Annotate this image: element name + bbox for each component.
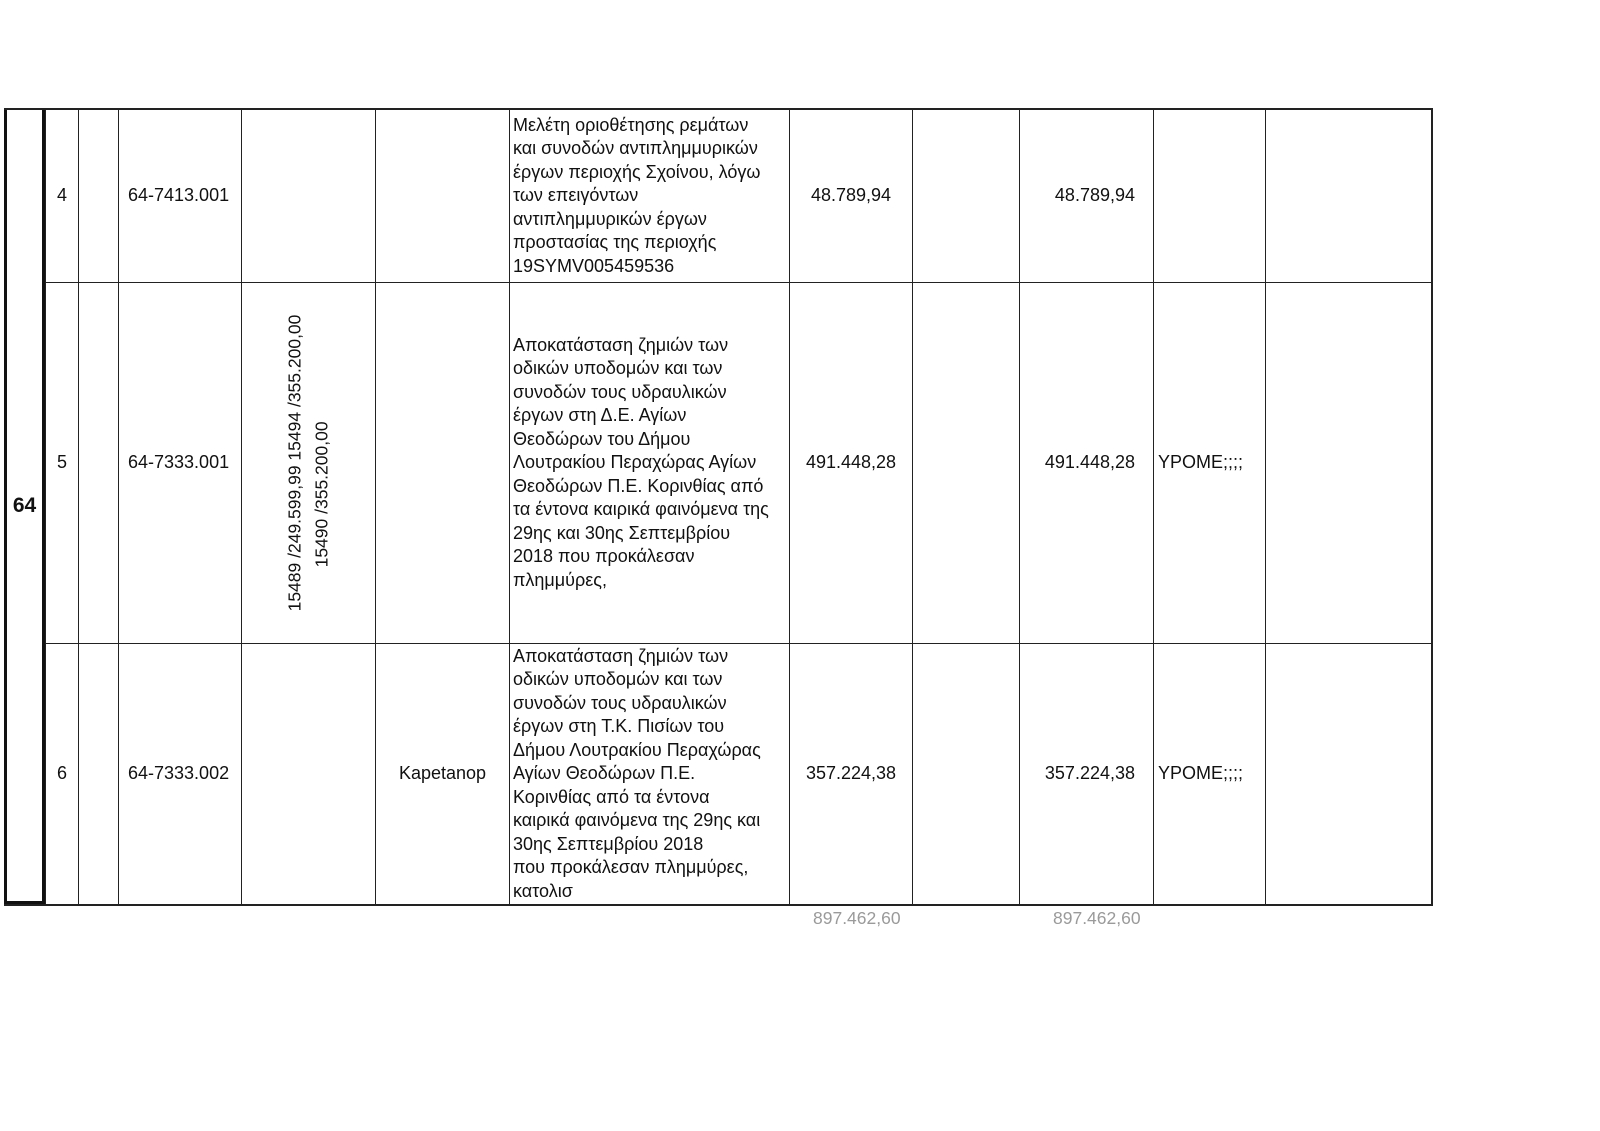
description-line: Λουτρακίου Περαχώρας Αγίων <box>513 452 757 473</box>
description-line: 29ης και 30ης Σεπτεμβρίου <box>513 522 731 543</box>
description-line: 2018 που προκάλεσαν <box>513 546 695 567</box>
amount-cell: 357.224,38 <box>789 643 912 904</box>
empty-cell <box>78 643 118 904</box>
description-line: καιρικά φαινόμενα της 29ης και <box>513 810 761 831</box>
group-label: 64 <box>4 110 45 904</box>
description-line: των επειγόντων <box>513 185 639 206</box>
empty-cell <box>912 282 1019 643</box>
refs-cell <box>241 643 375 904</box>
amount-cell: 48.789,94 <box>789 110 912 282</box>
description-cell <box>509 282 789 643</box>
description-line: οδικών υποδομών και των <box>513 669 723 690</box>
empty-cell <box>1265 110 1431 282</box>
description-line: συνοδών τους υδραυλικών <box>513 692 727 713</box>
description-line: τα έντονα καιρικά φαινόμενα της <box>513 499 769 520</box>
empty-cell <box>912 110 1019 282</box>
description-cell <box>509 643 789 904</box>
total-amount: 897.462,60 <box>813 908 901 928</box>
description-line: αντιπλημμυρικών έργων <box>513 208 707 229</box>
description-line: Θεοδώρων Π.Ε. Κορινθίας από <box>513 475 764 496</box>
ref-line: 15489 /249.599,99 15494 /355.200,00 <box>284 314 305 612</box>
empty-cell <box>1265 282 1431 643</box>
empty-cell <box>78 282 118 643</box>
description-line: Αποκατάσταση ζημιών των <box>513 334 729 355</box>
description-line: Θεοδώρων του Δήμου <box>513 428 691 449</box>
description-line: έργων περιοχής Σχοίνου, λόγω <box>513 161 761 182</box>
account-code: 64-7333.002 <box>118 643 241 904</box>
description-line: Μελέτη οριοθέτησης ρεμάτων <box>513 114 749 135</box>
status-cell: YPOME;;;; <box>1153 282 1265 643</box>
description-line: που προκάλεσαν πλημμύρες, <box>513 857 749 878</box>
ref-line: 15490 /355.200,00 <box>311 421 332 568</box>
description-line: συνοδών τους υδραυλικών <box>513 381 727 402</box>
description-text <box>513 334 769 593</box>
description-line: 30ης Σεπτεμβρίου 2018 <box>513 833 704 854</box>
amount2-cell: 491.448,28 <box>1019 282 1153 643</box>
description-line: οδικών υποδομών και των <box>513 358 723 379</box>
description-line: Αγίων Θεοδώρων Π.Ε. <box>513 763 696 784</box>
description-line: Δήμου Λουτρακίου Περαχώρας <box>513 739 761 760</box>
empty-cell <box>912 643 1019 904</box>
description-line: 19SYMV005459536 <box>513 255 675 276</box>
status-cell <box>1153 110 1265 282</box>
row-number: 4 <box>45 110 78 282</box>
description-line: έργων στη Τ.Κ. Πισίων του <box>513 716 725 737</box>
location-cell: Kapetanop <box>375 643 509 904</box>
location-cell <box>375 110 509 282</box>
description-cell <box>509 110 789 282</box>
amount2-cell: 357.224,38 <box>1019 643 1153 904</box>
vertical-refs <box>282 315 336 612</box>
empty-cell <box>1265 643 1431 904</box>
description-line: πλημμύρες, <box>513 569 607 590</box>
location-cell <box>375 282 509 643</box>
description-line: Αποκατάσταση ζημιών των <box>513 645 729 666</box>
description-line: προστασίας της περιοχής <box>513 232 717 253</box>
budget-table <box>4 108 1433 906</box>
description-text <box>513 114 760 279</box>
description-text <box>513 645 761 904</box>
account-code: 64-7333.001 <box>118 282 241 643</box>
description-line: Κορινθίας από τα έντονα <box>513 786 710 807</box>
amount-cell: 491.448,28 <box>789 282 912 643</box>
refs-cell <box>241 282 375 643</box>
description-line: έργων στη Δ.Ε. Αγίων <box>513 405 687 426</box>
row-number: 6 <box>45 643 78 904</box>
description-line: κατολισ <box>513 880 573 901</box>
row-number: 5 <box>45 282 78 643</box>
total-amount2: 897.462,60 <box>1053 908 1141 928</box>
refs-cell <box>241 110 375 282</box>
amount2-cell: 48.789,94 <box>1019 110 1153 282</box>
empty-cell <box>78 110 118 282</box>
status-cell: YPOME;;;; <box>1153 643 1265 904</box>
description-line: και συνοδών αντιπλημμυρικών <box>513 138 758 159</box>
account-code: 64-7413.001 <box>118 110 241 282</box>
